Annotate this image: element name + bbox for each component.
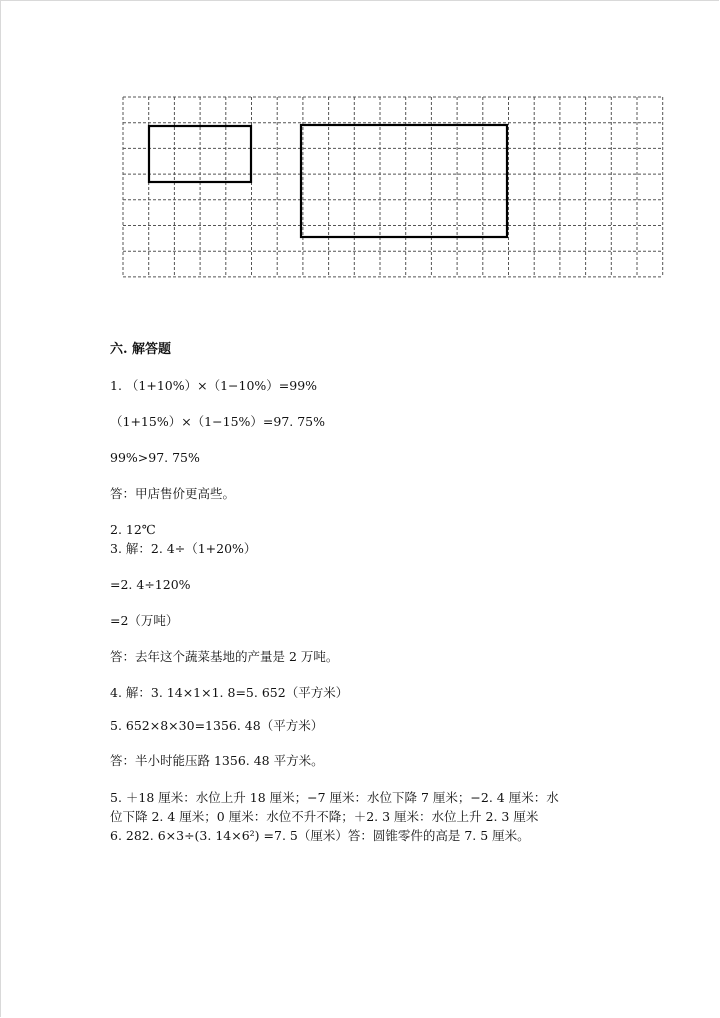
answer-5-line-1: 5. ＋18 厘米：水位上升 18 厘米；−7 厘米：水位下降 7 厘米；−2. 4 厘米：水 xyxy=(110,790,559,805)
answer-1-line-3: 99%>97. 75% xyxy=(110,450,200,465)
answer-2: 2. 12℃ xyxy=(110,522,156,537)
square-grid xyxy=(0,0,720,320)
answer-6: 6. 282. 6×3÷(3. 14×6²) =7. 5（厘米）答：圆锥零件的高是 7. 5 厘米。 xyxy=(110,828,530,843)
answer-4-line-1: 4. 解：3. 14×1×1. 8=5. 652（平方米） xyxy=(110,685,349,700)
answer-4-line-2: 5. 652×8×30=1356. 48（平方米） xyxy=(110,718,324,733)
answer-3-line-4: 答：去年这个蔬菜基地的产量是 2 万吨。 xyxy=(110,649,339,664)
answer-3-line-3: =2（万吨） xyxy=(110,613,179,628)
answer-1-line-1: 1. （1+10%）×（1−10%）=99% xyxy=(110,378,318,393)
answer-4-line-3: 答：半小时能压路 1356. 48 平方米。 xyxy=(110,753,324,768)
answer-3-line-2: =2. 4÷120% xyxy=(110,577,191,592)
answer-1-line-2: （1+15%）×（1−15%）=97. 75% xyxy=(110,414,326,429)
answer-5-line-2: 位下降 2. 4 厘米；0 厘米：水位不升不降；＋2. 3 厘米：水位上升 2. 3 厘米 xyxy=(110,809,539,824)
answer-1-line-4: 答：甲店售价更高些。 xyxy=(110,486,236,501)
large-rectangle xyxy=(301,125,507,237)
section-title: 六. 解答题 xyxy=(110,342,172,357)
answer-3-line-1: 3. 解：2. 4÷（1+20%） xyxy=(110,541,257,556)
